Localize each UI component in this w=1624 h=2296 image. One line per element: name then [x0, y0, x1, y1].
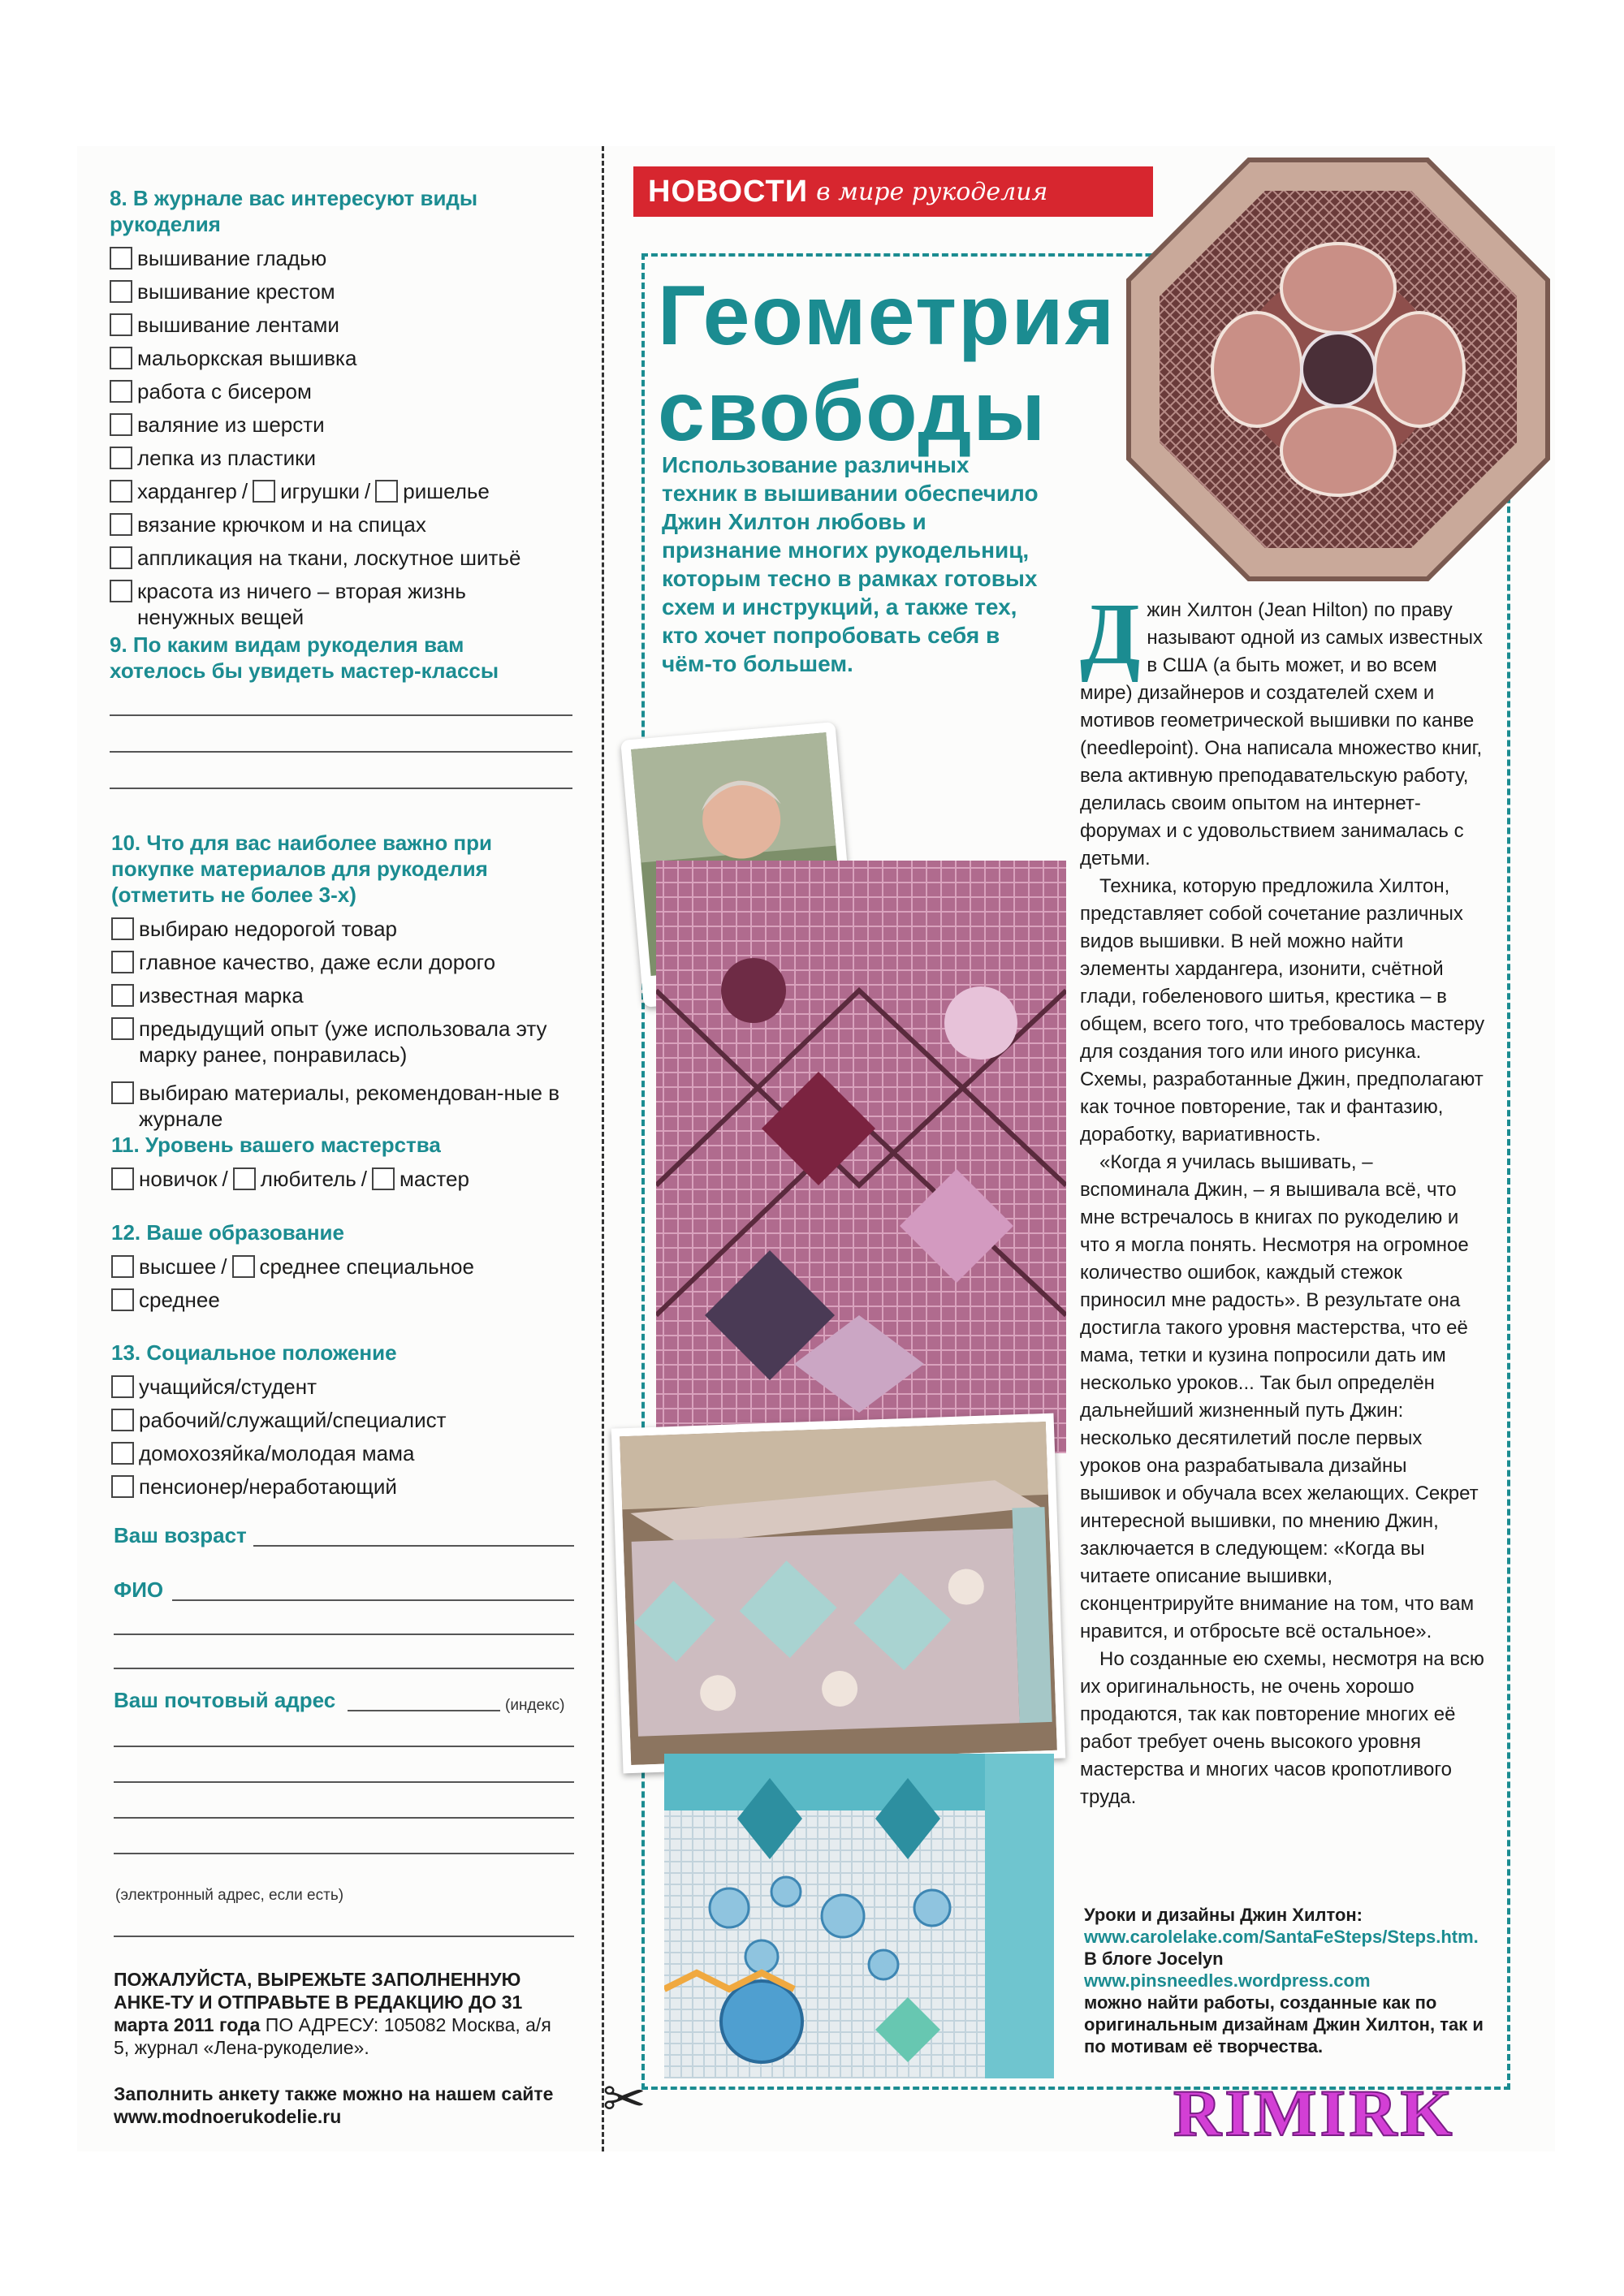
- link-carolelake[interactable]: www.carolelake.com/SantaFeSteps/Steps.htm.: [1084, 1927, 1479, 1947]
- q8-option[interactable]: валяние из шерсти: [110, 412, 325, 438]
- watermark: RIMIRK: [1173, 2076, 1456, 2150]
- address-line[interactable]: [114, 1817, 574, 1819]
- q10-option[interactable]: главное качество, даже если дорого: [111, 949, 495, 975]
- name-label: ФИО: [114, 1577, 164, 1602]
- needlework-panel-photo: [656, 861, 1066, 1453]
- address-line[interactable]: [114, 1781, 574, 1783]
- checkbox[interactable]: [111, 1442, 134, 1465]
- q11-title: 11. Уровень вашего мастерства: [111, 1133, 441, 1157]
- checkbox[interactable]: [111, 951, 134, 973]
- checkbox[interactable]: [375, 480, 398, 503]
- checkbox[interactable]: [110, 513, 132, 536]
- checkbox[interactable]: [111, 1017, 134, 1040]
- article-headline: Геометрия свободы: [658, 269, 1116, 459]
- name-field[interactable]: [172, 1599, 574, 1601]
- send-instructions: ПОЖАЛУЙСТА, ВЫРЕЖЬТЕ ЗАПОЛНЕННУЮ АНКЕ-ТУ И ОТПРАВЬТЕ В РЕДАКЦИЮ ДО 31 марта 2011 года ПО АДРЕСУ: 105082 Москва, а/я 5, журнал «Лена-рукоделие».: [114, 1969, 551, 2058]
- checkbox[interactable]: [111, 1409, 134, 1431]
- q8-option[interactable]: лепка из пластики: [110, 445, 316, 471]
- age-label: Ваш возраст: [114, 1523, 247, 1547]
- q10-title: 10. Что для вас наиболее важно при покупке материалов для рукоделия (отметить не более 3-х): [111, 831, 493, 907]
- q12-title: 12. Ваше образование: [111, 1220, 344, 1245]
- checkbox[interactable]: [111, 1255, 134, 1278]
- checkbox[interactable]: [110, 347, 132, 369]
- scissors-icon: ✂: [603, 2069, 646, 2128]
- q8-option[interactable]: красота из ничего – вторая жизнь ненужных вещей: [110, 578, 516, 630]
- article-links: [1084, 1904, 1490, 2057]
- answer-line[interactable]: [110, 714, 572, 716]
- article-paragraph: «Когда я училась вышивать, – вспоминала Джин, – я вышивала всё, что мне встречалось в книгах по рукоделию и что я могла понять. Несмотря на огромное количество ошибок, каждый стежок приносил мне радость». В результате она достигла такого уровня мастерства, что её мама, тетки и кузина попросили дать им несколько уроков... Так был определён дальнейший жизненный путь Джин: несколько десятилетий после первых уроков она разрабатывала дизайны вышивок и обучала всех желающих. Секрет интересной вышивки, по мнению Джин, заключается в следующем: «Когда вы читаете описание вышивки, сконцентрируйте внимание на том, что вам нравится, и отбросьте всё остальное».: [1080, 1151, 1479, 1642]
- address-line[interactable]: [114, 1853, 574, 1854]
- address-label: Ваш почтовый адрес: [114, 1688, 336, 1712]
- article-paragraph: Техника, которую предложила Хилтон, представляет собой сочетание различных видов вышивки. В ней можно найти элементы хардангера, изонити, счётной глади, гобеленового шитья, крестика – в общем, всего того, что требовалось мастеру для создания того или иного рисунка. Схемы, разработанные Джин, предполагают как точное повторение, так и фантазию, доработку, вариативность.: [1080, 875, 1485, 1146]
- checkbox[interactable]: [110, 247, 132, 270]
- checkbox[interactable]: [232, 1255, 255, 1278]
- q10-option[interactable]: выбираю материалы, рекомендован-ные в журнале: [111, 1080, 566, 1132]
- q8-option[interactable]: вышивание крестом: [110, 278, 335, 304]
- q12-options[interactable]: высшее / среднее специальное: [111, 1254, 474, 1280]
- q12-option[interactable]: среднее: [111, 1287, 220, 1313]
- checkbox[interactable]: [372, 1167, 395, 1190]
- q8-option[interactable]: вышивание гладью: [110, 245, 326, 271]
- q9-title: 9. По каким видам рукоделия вам хотелось бы увидеть мастер-классы: [110, 632, 499, 683]
- checkbox[interactable]: [111, 1167, 134, 1190]
- q13-option[interactable]: пенсионер/неработающий: [111, 1474, 397, 1500]
- article-paragraph: Но созданные ею схемы, несмотря на всю их оригинальность, не очень хорошо продаются, так как повторение многих её работ требует очень высокого уровня мастерства и многих часов кропотливого труда.: [1080, 1648, 1484, 1808]
- checkbox[interactable]: [110, 413, 132, 436]
- answer-line[interactable]: [110, 788, 572, 789]
- link-pinsneedles[interactable]: www.pinsneedles.wordpress.com: [1084, 1970, 1371, 1991]
- q13-option[interactable]: домохозяйка/молодая мама: [111, 1440, 414, 1466]
- q10-option[interactable]: известная марка: [111, 982, 304, 1008]
- checkbox[interactable]: [233, 1167, 256, 1190]
- q8-option[interactable]: вышивание лентами: [110, 312, 339, 338]
- checkbox[interactable]: [110, 546, 132, 569]
- email-note: (электронный адрес, если есть): [115, 1887, 344, 1904]
- index-note: (индекс): [505, 1697, 565, 1714]
- name-field-line[interactable]: [114, 1668, 574, 1669]
- checkbox[interactable]: [111, 984, 134, 1007]
- name-field-line[interactable]: [114, 1634, 574, 1635]
- cut-line: [602, 146, 604, 2151]
- article-paragraph: Джин Хилтон (Jean Hilton) по праву называют одной из самых известных в США (а быть может, и во всем мире) дизайнеров и создателей схем и мотивов геометрической вышивки по канве (needlepoint). Она написала множество книг, вела активную преподавательскую работу, делилась своим опытом на интернет-форумах и с удовольствием занималась с детьми.: [1080, 586, 1483, 870]
- postal-index-field[interactable]: [348, 1710, 500, 1711]
- email-field[interactable]: [114, 1936, 574, 1937]
- q8-option[interactable]: мальоркская вышивка: [110, 345, 356, 371]
- checkbox[interactable]: [111, 1288, 134, 1311]
- age-field[interactable]: [253, 1545, 574, 1547]
- q8-option[interactable]: вязание крючком и на спицах: [110, 511, 426, 537]
- dropcap: Д: [1080, 586, 1141, 683]
- checkbox[interactable]: [111, 1475, 134, 1498]
- checkbox[interactable]: [110, 580, 132, 602]
- checkbox[interactable]: [110, 480, 132, 503]
- article-lead: Использование различных техник в вышивании обеспечило Джин Хилтон любовь и признание многих рукодельниц, которым тесно в рамках готовых схем и инструкций, а также тех, кто хочет попробовать себя в чём-то большем.: [662, 452, 1039, 676]
- article-body: [1080, 586, 1486, 1811]
- checkbox[interactable]: [110, 313, 132, 336]
- checkbox[interactable]: [110, 280, 132, 303]
- blue-needlework-photo: [664, 1754, 1054, 2078]
- checkbox[interactable]: [253, 480, 275, 503]
- checkbox[interactable]: [111, 1375, 134, 1398]
- checkbox[interactable]: [110, 447, 132, 469]
- q10-option[interactable]: предыдущий опыт (уже использовала эту марку ранее, понравилась): [111, 1016, 566, 1068]
- q11-options[interactable]: новичок / любитель / мастер: [111, 1166, 469, 1192]
- q8-title: 8. В журнале вас интересуют виды рукоделия: [110, 186, 478, 236]
- embroidered-box-photo: [611, 1413, 1066, 1774]
- blog-label: В блоге Jocelyn: [1084, 1949, 1224, 1969]
- q13-title: 13. Социальное положение: [111, 1340, 397, 1365]
- links-tail: можно найти работы, созданные как по оригинальным дизайнам Джин Хилтон, так и по мотивам её творчества.: [1084, 1992, 1484, 2056]
- q8-option[interactable]: аппликация на ткани, лоскутное шитьё: [110, 545, 520, 571]
- address-line[interactable]: [114, 1746, 574, 1747]
- q8-combo-option[interactable]: хардангер / игрушки / ришелье: [110, 478, 490, 504]
- octagon-embroidery-image: [1119, 150, 1557, 589]
- answer-line[interactable]: [110, 751, 572, 753]
- links-title: Уроки и дизайны Джин Хилтон:: [1084, 1905, 1363, 1925]
- section-header: НОВОСТИ в мире рукоделия: [633, 166, 1153, 217]
- website-note: Заполнить анкету также можно на нашем сайте www.modnoerukodelie.ru: [114, 2083, 554, 2127]
- q13-option[interactable]: учащийся/студент: [111, 1374, 317, 1400]
- checkbox[interactable]: [111, 917, 134, 940]
- q13-option[interactable]: рабочий/служащий/специалист: [111, 1407, 447, 1433]
- checkbox[interactable]: [110, 380, 132, 403]
- q10-option[interactable]: выбираю недорогой товар: [111, 916, 397, 942]
- q8-option[interactable]: работа с бисером: [110, 378, 312, 404]
- checkbox[interactable]: [111, 1081, 134, 1104]
